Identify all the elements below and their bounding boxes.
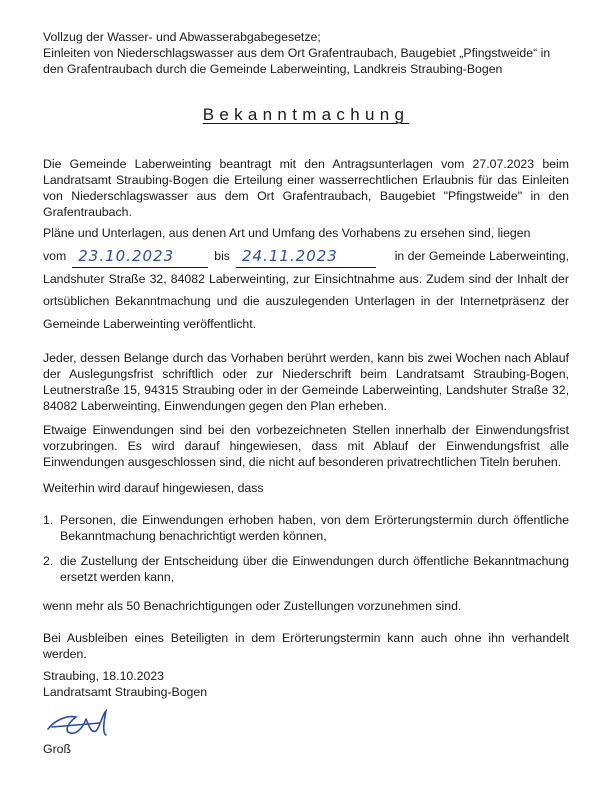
paragraph-absence: Bei Ausbleiben eines Beteiligten in dem Erörterungstermin kann auch ohne ihn verhandelt werden. — [43, 631, 569, 661]
display-period-line-1: Pläne und Unterlagen, aus denen Art und Umfang des Vorhabens zu ersehen sind, liegen — [43, 226, 531, 240]
place-date: Straubing, 18.10.2023 — [43, 669, 165, 683]
header-line-2: Einleiten von Niederschlagswasser aus dem Ort Grafentraubach, Baugebiet „Pfingstweide“ in — [43, 46, 551, 60]
paragraph-display-period — [43, 222, 569, 336]
paragraph-application: Die Gemeinde Laberweinting beantragt mit den Antragsunterlagen vom 27.07.2023 beim Landratsamt Straubing-Bogen die Erteilung einer wasserrechtlichen Erlaubnis für das Einleiten von Niederschlagswasser aus dem Ort Grafentraubach, Baugebiet "Pfingstweide" in den Grafentraubach. — [43, 157, 569, 219]
date-to-handwritten: 24.11.2023 — [241, 246, 338, 265]
list-item-2-text: die Zustellung der Entscheidung über die Einwendungen durch öffentliche Bekanntmachung ersetzt werden kann, — [60, 554, 569, 584]
date-suffix: in der Gemeinde Laberweinting, — [394, 248, 569, 263]
paragraph-objections: Jeder, dessen Belange durch das Vorhaben berührt werden, kann bis zwei Wochen nach Ablauf der Auslegungsfrist schriftlich oder zur Niederschrift beim Landratsamt Straubing-Bogen, Leutnerstraße 15, 94315 Straubing oder in der Gemeinde Laberweinting, Landshuter Straße 32, 84082 Laberweinting, Einwendungen gegen den Plan erheben. — [43, 351, 569, 413]
closing-block — [43, 668, 207, 700]
paragraph-condition: wenn mehr als 50 Benachrichtigungen oder Zustellungen vorzunehmen sind. — [43, 599, 462, 613]
list-item-1-number: 1. — [43, 513, 54, 527]
signatory-name: Groß — [43, 742, 72, 756]
paragraph-deadline: Etwaige Einwendungen sind bei den vorbezeichneten Stellen innerhalb der Einwendungsfrist vorzubringen. Es wird darauf hingewiesen, dass mit Ablauf der Einwendungsfrist alle Einwendungen ausgeschlossen sind, die nicht auf besonderen privatrechtlichen Titeln beruhen. — [43, 423, 569, 469]
display-period-dates-row — [43, 245, 569, 268]
date-prefix: vom — [43, 248, 67, 263]
list-item-2 — [43, 553, 569, 585]
document-title: Bekanntmachung — [202, 105, 410, 124]
header-line-3: den Grafentraubach durch die Gemeinde Laberweinting, Landkreis Straubing-Bogen — [43, 62, 503, 76]
issuing-authority: Landratsamt Straubing-Bogen — [43, 685, 208, 699]
date-from-handwritten: 23.10.2023 — [78, 246, 175, 265]
date-to-field — [236, 246, 376, 268]
handwritten-signature-icon — [40, 707, 130, 741]
document-header — [43, 29, 573, 77]
date-middle: bis — [214, 248, 230, 263]
display-period-rest: Landshuter Straße 32, 84082 Laberweinting, zur Einsichtnahme aus. Zudem sind der Inhalt der ortsüblichen Bekanntmachung und die auszulegenden Unterlagen in der Internetpräsenz der Gemeinde Laberweinting veröffentlicht. — [43, 271, 569, 332]
list-item-1-text: Personen, die Einwendungen erhoben haben, von dem Erörterungstermin durch öffentliche Bekanntmachung benachrichtigt werden können, — [60, 513, 569, 543]
list-item-2-number: 2. — [43, 554, 54, 568]
document-title-wrap — [0, 104, 612, 126]
paragraph-notice: Weiterhin wird darauf hingewiesen, dass — [43, 481, 264, 495]
header-line-1: Vollzug der Wasser- und Abwasserabgabegesetze; — [43, 30, 321, 44]
list-item-1 — [43, 512, 569, 544]
date-from-field — [72, 246, 208, 268]
